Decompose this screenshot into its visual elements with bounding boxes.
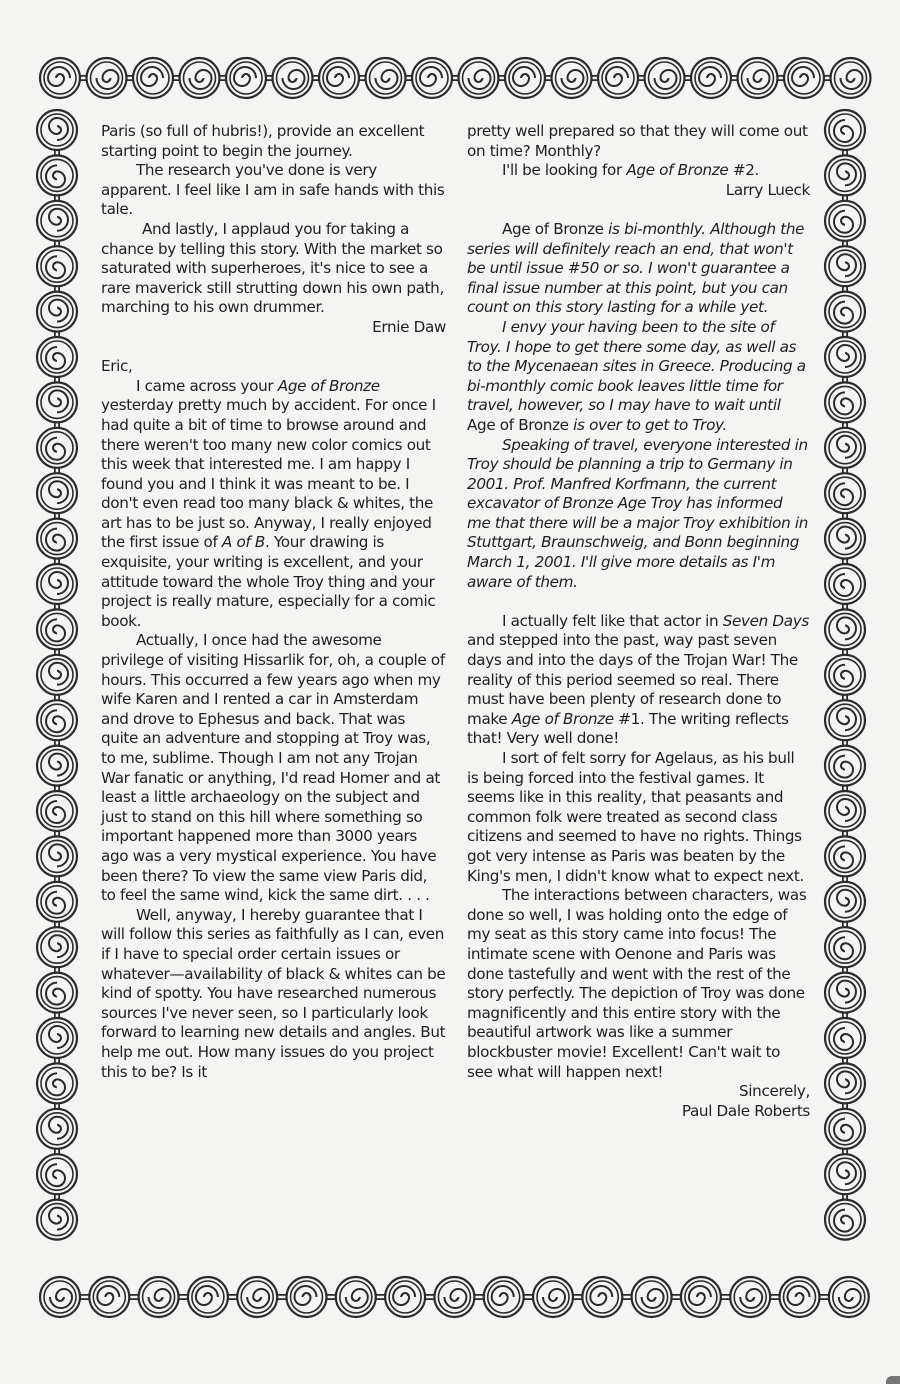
spiral-ornament	[829, 1277, 869, 1317]
spiral-ornament	[825, 609, 865, 649]
reply-paragraph	[467, 220, 810, 318]
letter-paul-dale-roberts	[467, 612, 810, 1121]
spiral-ornament	[37, 428, 77, 468]
spiral-ornament	[180, 58, 220, 98]
text: #1. The writing reflects that! Very well done!	[467, 709, 789, 748]
letter-paragraph: Actually, I once had the awesome privilege of visiting Hissarlik for, oh, a couple of hours. This occurred a few years ago when my wife Karen and I rented a car in Amsterdam and drove to Ephesus and back. That was quite an adventure and stopping at Troy was, to me, sublime. Though I am not any Trojan War fanatic or anything, I'd read Homer and at least a little archaeology on the subject and just to stand on this hill where something so important happened more than 3000 years ago was a very mystical experience. You have been there? To view the same view Paris did, to feel the same wind, kick the same dirt. . . .	[101, 631, 445, 905]
letter-larry-lueck-continued	[467, 122, 810, 200]
spiral-ornament	[237, 1277, 277, 1317]
spiral-ornament	[459, 58, 499, 98]
letter-paragraph: The research you've done is very apparent. I feel like I am in safe hands with this tale.	[101, 161, 445, 219]
letter-paragraph: And lastly, I applaud you for taking a chance by telling this story. With the market so saturated with superheroes, it's nice to see a rare maverick still strutting down his own path, marching to his own drummer.	[101, 219, 444, 317]
spiral-ornament	[825, 473, 865, 513]
comic-title: A of B	[221, 533, 265, 552]
page-corner	[886, 1376, 900, 1384]
spiral-ornament	[825, 1154, 865, 1194]
closing: Sincerely,	[739, 1082, 810, 1101]
spiral-ornament	[780, 1277, 820, 1317]
letter-paragraph: The interactions between characters, was done so well, I was holding onto the edge of my seat as this story came into focus! The intimate scene with Oenone and Paris was done tastefully and went with the rest of the story perfectly. The depiction of Troy was done magnificently and this entire story with the beautiful artwork was like a summer blockbuster movie! Excellent! Can't wait to see what will happen next!	[467, 886, 807, 1081]
spiral-ornament	[825, 382, 865, 422]
text: . Your drawing is exquisite, your writing is excellent, and your attitude toward the whole Troy thing and your project is really mature, especially for a comic book.	[101, 533, 436, 630]
spiral-ornament	[484, 1277, 524, 1317]
spiral-ornament	[40, 1277, 80, 1317]
letter-paragraph: Paris (so full of hubris!), provide an excellent starting point to begin the journey.	[101, 122, 425, 160]
spiral-ornament	[825, 246, 865, 286]
spacer	[467, 592, 810, 612]
reply-paragraph	[467, 318, 810, 436]
letter-paragraph	[101, 377, 446, 632]
spiral-ornament	[533, 1277, 573, 1317]
letter-ernie-daw	[101, 122, 446, 338]
letter-paragraph: I sort of felt sorry for Agelaus, as his bull is being forced into the festival games. It seems like in this reality, that peasants and common folk were treated as second class citizens and seemed to have no rights. Things got very intense as Paris was beaten by the King's men, I didn't know what to expect next.	[467, 749, 804, 885]
spiral-ornament	[825, 519, 865, 559]
right-column	[467, 122, 810, 1121]
spiral-ornament	[825, 1063, 865, 1103]
comic-title: Age of Bronze	[502, 219, 604, 238]
border-top	[40, 58, 871, 98]
spiral-ornament	[412, 58, 452, 98]
text: is bi-monthly. Although the series will definitely reach an end, that won't be until issue #50 or so. I won't guarantee a final issue number at this point, but you can count on this story lasting for a while yet.	[467, 219, 805, 317]
text: I actually felt like that actor in	[502, 611, 723, 630]
spiral-ornament	[730, 1277, 770, 1317]
spiral-ornament	[37, 1018, 77, 1058]
comic-title: Age of Bronze	[626, 161, 729, 180]
spiral-ornament	[825, 973, 865, 1013]
spiral-ornament	[37, 110, 77, 150]
spiral-ornament	[784, 58, 824, 98]
spiral-ornament	[37, 927, 77, 967]
text: and stepped into the past, way past seven days and into the days of the Trojan War! The reality of this period seemed so real. There must have been plenty of research done to make	[467, 631, 798, 728]
border-bottom	[40, 1277, 869, 1317]
spiral-ornament	[825, 428, 865, 468]
border-right	[825, 110, 865, 1240]
spacer	[101, 338, 446, 358]
letter-paragraph: pretty well prepared so that they will come out on time? Monthly?	[467, 122, 808, 160]
spiral-ornament	[505, 58, 545, 98]
spiral-ornament	[37, 1154, 77, 1194]
spiral-ornament	[37, 564, 77, 604]
signature: Ernie Daw	[372, 317, 446, 336]
text: is over to get to Troy.	[568, 415, 727, 434]
letter-paragraph	[467, 161, 810, 181]
spiral-ornament	[366, 58, 406, 98]
spiral-ornament	[188, 1277, 228, 1317]
spiral-ornament	[825, 564, 865, 604]
spiral-ornament	[825, 1018, 865, 1058]
spiral-ornament	[37, 882, 77, 922]
spiral-ornament	[825, 292, 865, 332]
spiral-ornament	[434, 1277, 474, 1317]
spiral-ornament	[385, 1277, 425, 1317]
text: #2.	[728, 161, 760, 180]
spiral-ornament	[37, 836, 77, 876]
spiral-ornament	[645, 58, 685, 98]
spiral-ornament	[37, 655, 77, 695]
comic-title: Age of Bronze	[467, 415, 569, 434]
spiral-ornament	[37, 155, 77, 195]
signature: Paul Dale Roberts	[681, 1101, 810, 1120]
spiral-ornament	[552, 58, 592, 98]
spiral-ornament	[825, 1109, 865, 1149]
comic-title: Age of Bronze	[277, 376, 380, 395]
spiral-ornament	[37, 337, 77, 377]
text: yesterday pretty much by accident. For once I had quite a bit of time to browse around and there weren't too many new color comics out this week that interested me. I am happy I found you and I think it was meant to be. I don't even read too many black & whites, the art has to be just so. Anyway, I really enjoyed the first issue of	[101, 396, 436, 552]
spiral-ornament	[37, 519, 77, 559]
spiral-ornament	[825, 155, 865, 195]
spiral-ornament	[37, 292, 77, 332]
spiral-ornament	[825, 927, 865, 967]
spiral-ornament	[825, 700, 865, 740]
letter-larry-lueck	[101, 357, 446, 1082]
spiral-ornament	[598, 58, 638, 98]
spiral-ornament	[632, 1277, 672, 1317]
spiral-ornament	[582, 1277, 622, 1317]
spiral-ornament	[40, 58, 80, 98]
text: I came across your	[136, 376, 278, 395]
show-title: Seven Days	[722, 611, 809, 630]
spiral-ornament	[738, 58, 778, 98]
spiral-ornament	[831, 58, 871, 98]
spiral-ornament	[87, 58, 127, 98]
spiral-ornament	[37, 700, 77, 740]
signature: Larry Lueck	[725, 180, 810, 199]
text: I envy your having been to the site of Troy. I hope to get there some day, as well as to the Mycenaean sites in Greece. Producing a bi-monthly comic book leaves little time for travel, however, so I may have to wait until	[467, 317, 806, 415]
spiral-ornament	[37, 609, 77, 649]
comic-title: Age of Bronze	[511, 709, 614, 728]
spiral-ornament	[37, 1109, 77, 1149]
spiral-ornament	[37, 746, 77, 786]
spiral-ornament	[89, 1277, 129, 1317]
spiral-ornament	[139, 1277, 179, 1317]
spiral-ornament	[37, 791, 77, 831]
spiral-ornament	[825, 655, 865, 695]
spiral-ornament	[287, 1277, 327, 1317]
spiral-ornament	[37, 246, 77, 286]
spiral-ornament	[825, 791, 865, 831]
left-column	[101, 122, 446, 1082]
spiral-ornament	[825, 1200, 865, 1240]
spiral-ornament	[37, 973, 77, 1013]
editor-reply	[467, 220, 810, 592]
spiral-ornament	[37, 473, 77, 513]
spiral-ornament	[37, 201, 77, 241]
spiral-ornament	[226, 58, 266, 98]
spiral-ornament	[37, 1200, 77, 1240]
spiral-ornament	[681, 1277, 721, 1317]
text: I'll be looking for	[502, 161, 627, 180]
spiral-ornament	[825, 882, 865, 922]
spiral-ornament	[825, 110, 865, 150]
spiral-ornament	[825, 746, 865, 786]
spiral-ornament	[825, 836, 865, 876]
spiral-ornament	[133, 58, 173, 98]
spiral-ornament	[37, 382, 77, 422]
spiral-ornament	[273, 58, 313, 98]
border-left	[37, 110, 77, 1240]
spiral-ornament	[825, 201, 865, 241]
salutation: Eric,	[101, 357, 133, 376]
spiral-ornament	[336, 1277, 376, 1317]
spiral-ornament	[319, 58, 359, 98]
spiral-ornament	[37, 1063, 77, 1103]
spiral-ornament	[825, 337, 865, 377]
reply-paragraph: Speaking of travel, everyone interested in Troy should be planning a trip to Germany in 2001. Prof. Manfred Korfmann, the current excavator of Bronze Age Troy has informed me that there will be a major Troy exhibition in Stuttgart, Braunschweig, and Bonn beginning March 1, 2001. I'll give more details as I'm aware of them.	[467, 435, 808, 591]
letter-paragraph: Well, anyway, I hereby guarantee that I will follow this series as faithfully as I can, even if I have to special order certain issues or whatever—availability of black & whites can be kind of spotty. You have researched numerous sources I've never seen, so I particularly look forward to learning new details and angles. But help me out. How many issues do you project this to be? Is it	[101, 905, 446, 1081]
spacer	[467, 200, 810, 220]
letter-paragraph	[467, 612, 810, 749]
spiral-ornament	[691, 58, 731, 98]
